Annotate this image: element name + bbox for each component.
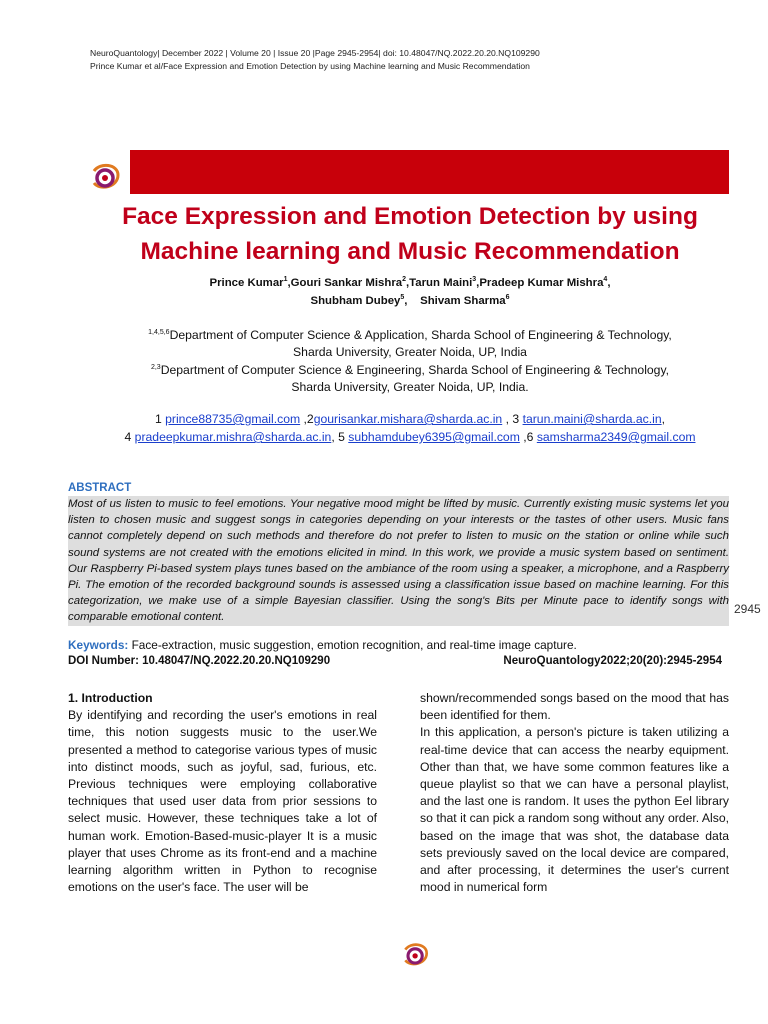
affiliation-sup: 1,4,5,6	[148, 329, 170, 336]
author-sup: 6	[505, 294, 510, 301]
affiliation-line: Department of Computer Science & Engineering, Sharda School of Engineering & Technology,	[160, 363, 670, 378]
email-link[interactable]: pradeepkumar.mishra@sharda.ac.in	[134, 430, 332, 444]
author-list-line-1: Prince Kumar$^1$,Gouri Sankar Mishra$^2$,Tarun Maini$^3$,Pradeep Kumar Mishra$^4$,	[209, 276, 611, 289]
email-link[interactable]: samsharma2349@gmail.com	[536, 430, 696, 444]
affiliation-sup: 2,3	[150, 364, 161, 371]
abstract-heading: ABSTRACT	[68, 482, 132, 494]
journal-logo-icon	[88, 161, 124, 193]
author-name: Prince Kumar	[209, 276, 284, 289]
intro-right-column	[420, 690, 729, 896]
page-number: 2945	[734, 602, 761, 616]
section-heading: 1. Introduction	[68, 691, 153, 705]
author-name: Pradeep Kumar Mishra	[479, 276, 604, 289]
intro-paragraph: By identifying and recording the user's emotions in real time, this notion suggests music to the user.We presented a method to categorise various types of music into distinct moods, such as joyful, sad, furious, etc. Previous techniques were employing collaborative techniques that used user data from prior sessions to select music. However, these techniques take a lot of human work. Emotion-Based-music-player It is a music player that uses Chrome as its front-end and a machine learning algorithm written in Python to recognise emotions on the user's face. The user will be	[68, 708, 377, 895]
author-name: Gouri Sankar Mishra	[290, 276, 403, 289]
intro-paragraph: In this application, a person's picture is taken utilizing a real-time device that can access the nearby equipment. Other than that, we have some common features like a queue playlist so that we can have a personal playlist, and the last one is random. It uses the python Eel library so that it can pick a random song without any order. Also, based on the image that was shot, the database data sets previously saved on the local device are compared, and after processing, it determines the user's current mood in numerical form	[420, 725, 729, 895]
author-sup: 2	[402, 276, 406, 283]
author-sup: 3	[472, 276, 477, 283]
affiliation-line: Department of Computer Science & Application, Sharda School of Engineering & Technology,	[169, 328, 672, 343]
author-sup: 4	[603, 276, 608, 283]
email-link[interactable]: prince88735@gmail.com	[165, 412, 301, 426]
author-name: Shivam Sharma	[420, 294, 506, 307]
author-name: Shubham Dubey	[310, 294, 401, 307]
email-line-2: 4 pradeepkumar.mishra@sharda.ac.in, 5 subhamdubey6395@gmail.com ,6 samsharma2349@gmail.com	[124, 430, 696, 444]
email-link[interactable]: subhamdubey6395@gmail.com	[348, 430, 520, 444]
affiliation-line: Sharda University, Greater Noida, UP, India.	[291, 380, 529, 395]
email-number: 6	[526, 430, 534, 444]
author-sup: 1	[283, 276, 288, 283]
paper-title-line-1: Face Expression and Emotion Detection by using	[122, 203, 698, 230]
paper-title-line-2: Machine learning and Music Recommendation	[140, 238, 680, 265]
keywords-label: Keywords:	[68, 638, 129, 652]
keywords	[68, 638, 729, 652]
journal-header-line: NeuroQuantology| December 2022 | Volume 20 | Issue 20 |Page 2945-2954| doi: 10.48047/NQ.2022.20.20.NQ109290	[90, 48, 540, 58]
running-title-line: Prince Kumar et al/Face Expression and Emotion Detection by using Machine learning and Music Recommendation	[90, 61, 530, 71]
email-number: 3	[512, 412, 520, 426]
affiliation-2	[80, 359, 740, 396]
affiliation-1	[80, 324, 740, 361]
email-number: 5	[338, 430, 345, 444]
author-name: Tarun Maini	[409, 276, 473, 289]
journal-citation: NeuroQuantology2022;20(20):2945-2954	[503, 655, 722, 667]
email-line-1: 1 prince88735@gmail.com ,2gourisankar.mishara@sharda.ac.in , 3 tarun.maini@sharda.ac.in,	[154, 412, 666, 426]
title-banner	[130, 150, 729, 194]
doi-number: DOI Number: 10.48047/NQ.2022.20.20.NQ109290	[68, 655, 331, 667]
author-list-line-2: Shubham Dubey$^5$, Shivam Sharma$^6$	[310, 294, 510, 307]
email-number: 2	[306, 412, 314, 426]
email-number: 1	[154, 412, 162, 426]
footer-logo-icon	[400, 940, 432, 970]
email-link[interactable]: tarun.maini@sharda.ac.in	[522, 412, 662, 426]
author-sup: 5	[400, 294, 405, 301]
email-link[interactable]: gourisankar.mishara@sharda.ac.in	[313, 412, 503, 426]
intro-paragraph: shown/recommended songs based on the mood that has been identified for them.	[420, 691, 729, 723]
abstract-text: Most of us listen to music to feel emotions. Your negative mood might be lifted by music. Currently existing music systems let you listen to chosen music and suggest songs in categories depending on your interests or the tastes of other users. Music fans cannot completely depend on such methods and therefore do not prefer to listen to music on the station or online while such sound systems are not created with the emotions elicited in mind. In this work, we provide a music system based on sentiment. Our Raspberry Pi-based system plays tunes based on the ambiance of the room using a speaker, a microphone, and a Raspberry Pi. The emotion of the recorded background sounds is assessed using a classification issue based on machine learning. For this categorization, we make use of a simple Bayesian classifier. Using the song's Bits per Minute pace to identify songs with comparable emotional content.	[68, 496, 729, 626]
intro-left-column	[68, 690, 377, 896]
email-number: 4	[124, 430, 132, 444]
keywords-text: Face-extraction, music suggestion, emotion recognition, and real-time image capture.	[128, 638, 577, 652]
affiliation-line: Sharda University, Greater Noida, UP, India	[293, 345, 527, 360]
